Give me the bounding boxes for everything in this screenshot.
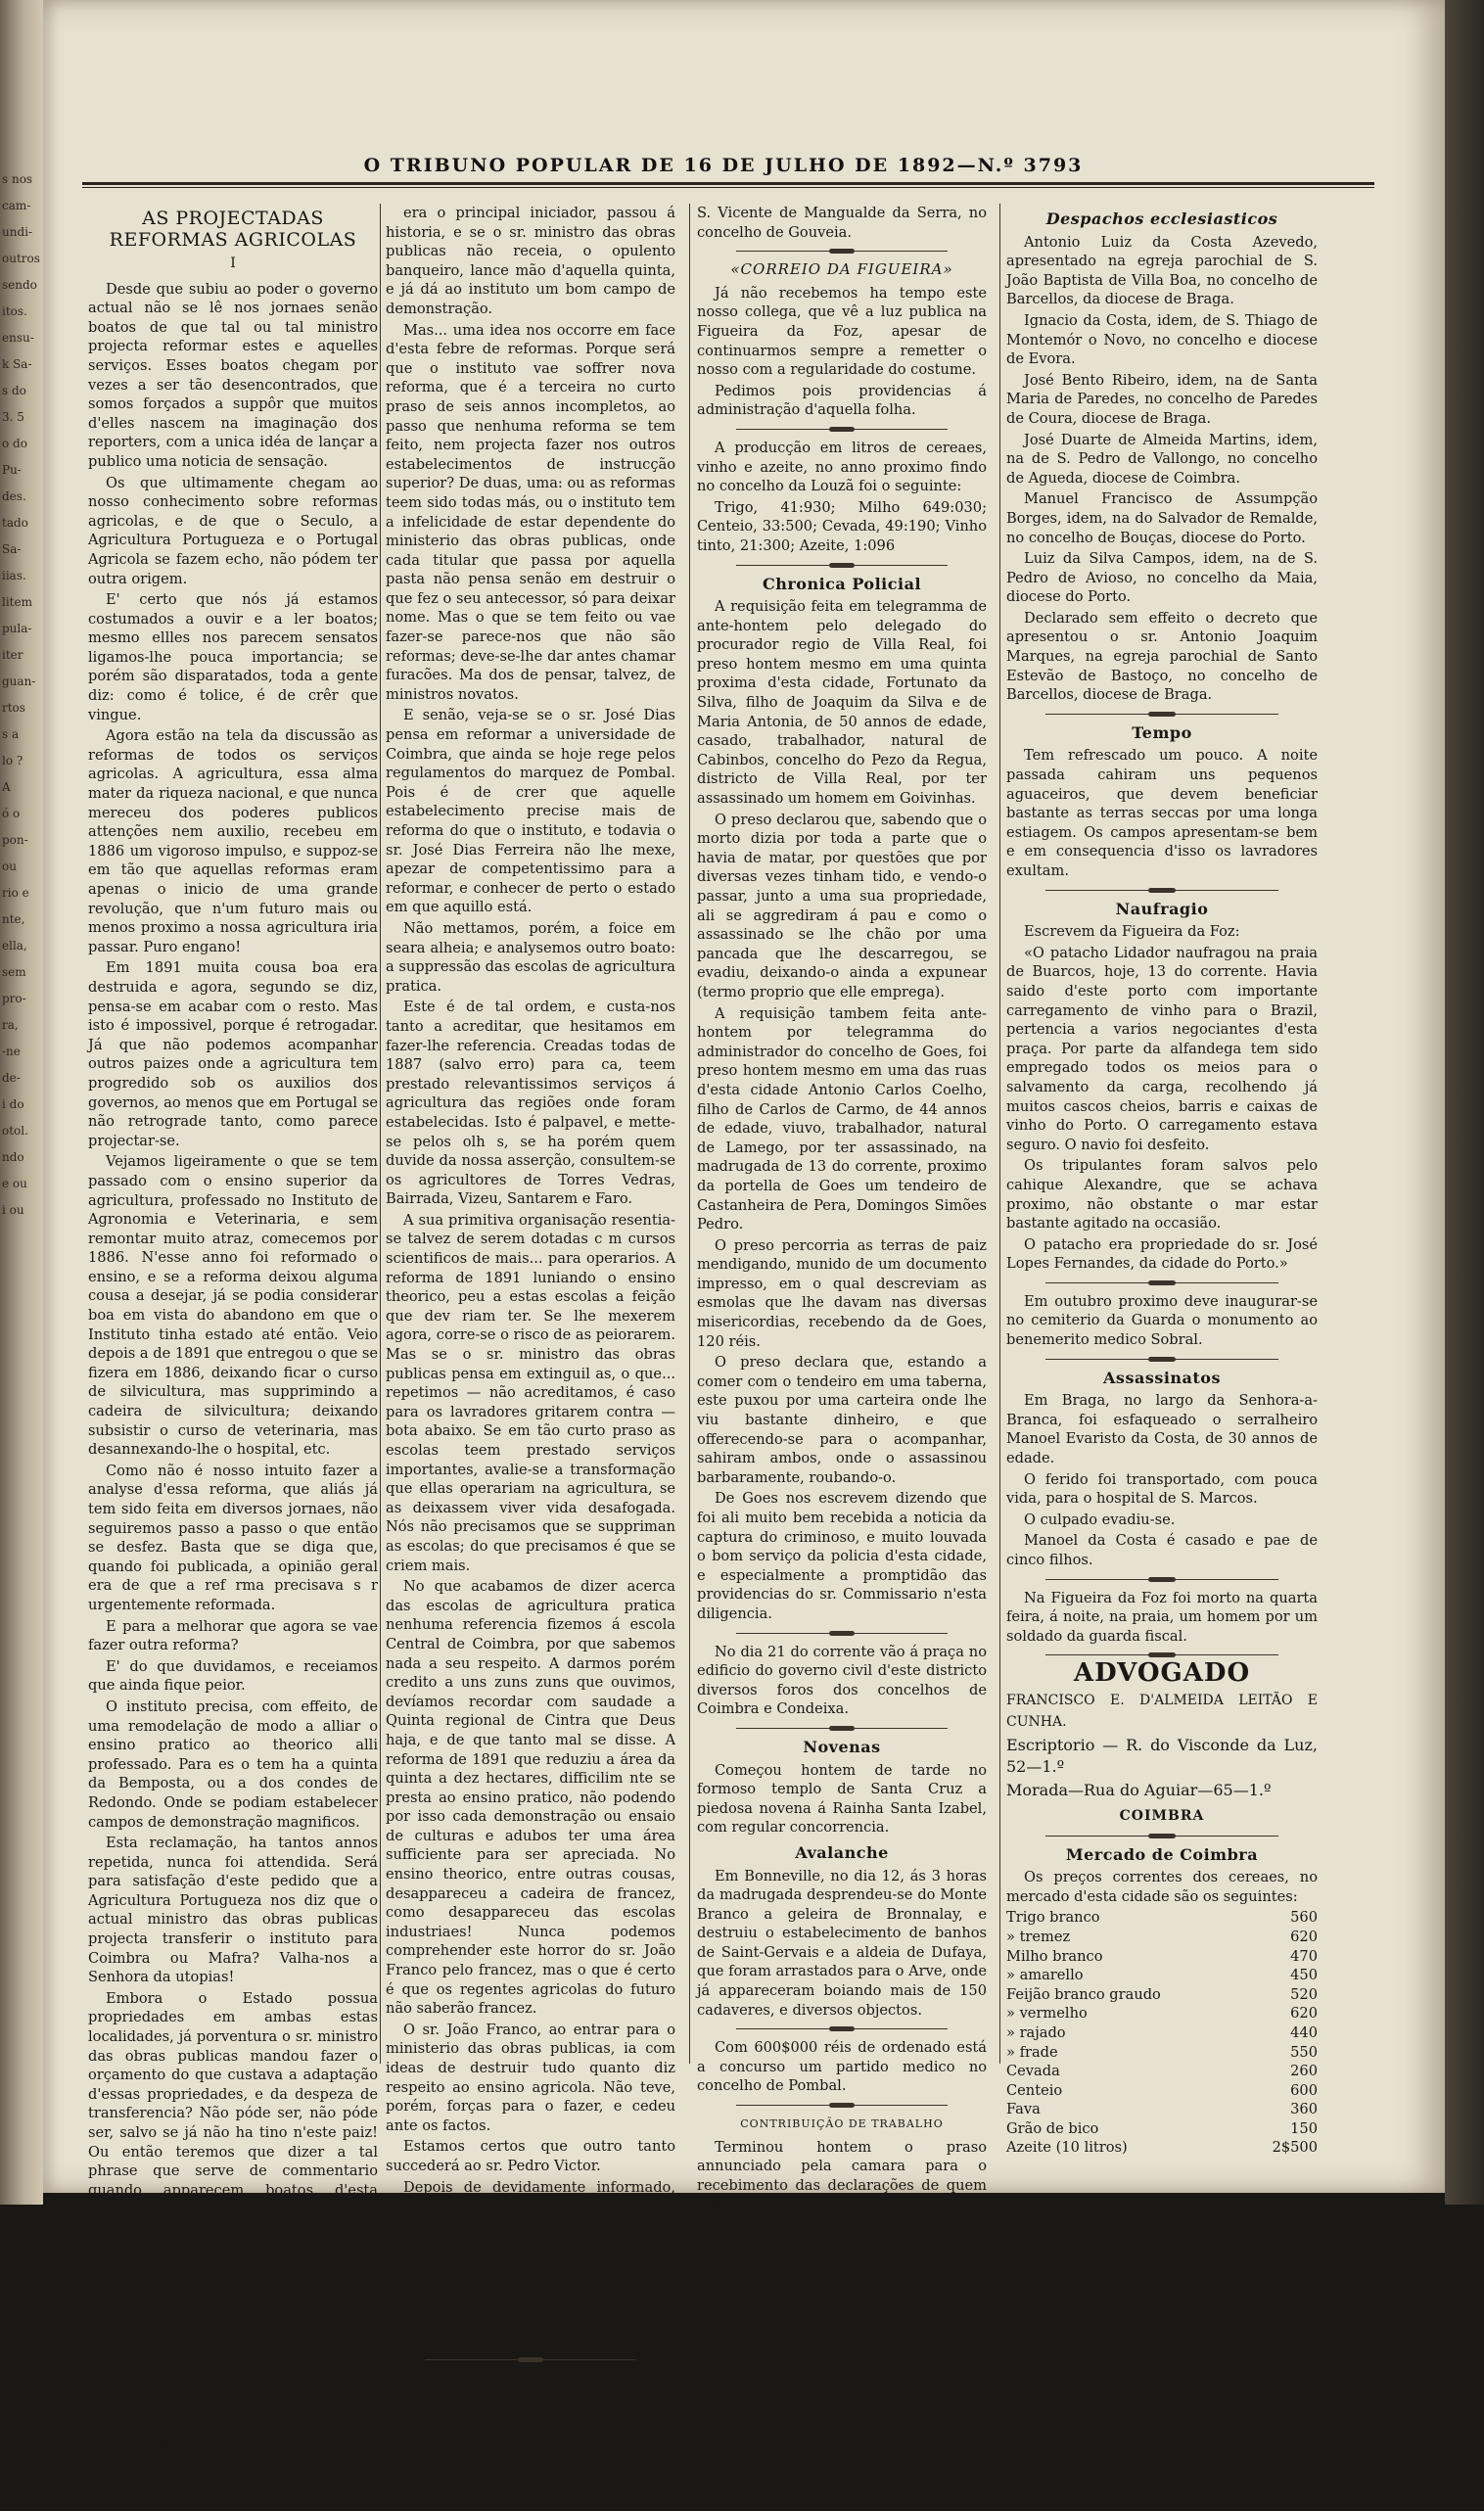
separator: [736, 429, 948, 430]
price-item: » vermelho: [1006, 2005, 1088, 2023]
paragraph: A requisição tambem feita ante-hontem por telegramma do administrador do concelho de Goes, foi preso hontem mesmo em uma das ruas d'esta cidade Antonio Carlos Coelho, filho de Carlos de Carmo, de 44 annos de edade, viuvo, trabalhador, natural de Lamego, por ter assassinado, na madrugada de 13 do corrente, proximo da portella de Goes um tendeiro de Castanheira de Pera, Domingos Simões Pedro.: [697, 1004, 987, 1233]
paragraph: Em Bonneville, no dia 12, ás 3 horas da madrugada desprendeu-se do Monte Branco a geleira de Bronnalay, e destruiu o estabelecimento de banhos de Saint-Gervais e a aldeia de Dufaya, que foram arrastados para o Arve, onde já appareceram boiando mais de 150 cadaveres, e diversos objectos.: [697, 1867, 987, 2019]
paragraph: O preso declara que, estando a comer com o tendeiro em uma taberna, este puxou por uma carteira onde lhe viu bastante dinheiro, e que offerecendo-se para o acompanhar, sahiram ambos, onde o assassinou barbaramente, roubando-o.: [697, 1354, 987, 1486]
paragraph: Vejamos ligeiramente o que se tem passado com o ensino superior da agricultura, professado no Instituto de Agronomia e Veterinaria, e sem remontar muito atraz, comecemos por 1886. N'esse anno foi reformado o ensino, e se a reforma deixou alguma cousa a desejar, já se podia considerar boa em vista do abandono em que o Instituto tinha estado até então. Veio depois a de 1891 que entregou o que se fizera em 1886, deixando ficar o curso de silvicultura, mas supprimindo a cadeira de silvicultura; deixando subsistir o curso de veterinaria, mas desannexando-lhe o hospital, etc.: [88, 1153, 378, 1459]
column-rule: [380, 204, 381, 2064]
paragraph: Trigo, 41:930; Milho 649:030; Centeio, 33:500; Cevada, 49:190; Vinho tinto, 21:300; Azeite, 1:096: [697, 498, 987, 554]
price-item: Trigo branco: [1006, 1909, 1100, 1927]
edge-text-fragment: outros: [2, 252, 40, 265]
column-4: [1006, 204, 1318, 2157]
paragraph: Os que ultimamente chegam ao nosso conhecimento sobre reformas agricolas, e de que o Seculo, a Agricultura Portugueza e o Portugal Agricola se fazem echo, não pódem ter outra origem.: [88, 474, 378, 587]
edge-text-fragment: tado: [2, 516, 28, 530]
column-3: [697, 204, 987, 2271]
edge-text-fragment: iter: [2, 648, 23, 662]
separator: [736, 2028, 948, 2029]
paragraph: O instituto precisa, com effeito, de uma remodelação de modo a alliar o ensino pratico ao theorico alli professado. Para es o tem ha a quinta da Bemposta, ou a dos condes de Redondo. Onde se podiam estabelecer campos de demonstração magnificos.: [88, 1697, 378, 1831]
section-heading: Avalanche: [795, 1842, 889, 1862]
edge-text-fragment: rtos: [2, 701, 25, 715]
edge-text-fragment: otol.: [2, 1124, 28, 1138]
paragraph: Depois de devidamente informado, ha-de reflectir, e não acabará com as escolas agricolas, porque isso é voltar cincoenta annos para traz. Se quer deixar o seu nome ligado a uma reforma, reforme, mas deve ter em vista aperfeiçoar o existente, e nunca destruir o que tão relevantes serviços está prestando á agricultura nacional.: [386, 2178, 675, 2349]
masthead-rule: [82, 182, 1374, 185]
advogado-heading: ADVOGADO: [1073, 1658, 1251, 1689]
edge-text-fragment: ella,: [2, 939, 27, 953]
edge-text-fragment: ou: [2, 860, 17, 873]
separator: [1045, 1359, 1278, 1360]
edge-text-fragment: A: [2, 780, 11, 794]
paragraph: Este é de tal ordem, e custa-nos tanto a acreditar, que hesitamos em fazer-lhe referencia. Creadas todas de 1887 (salvo erro) para ca, teem prestado relevantissimos serviços á agricultura das regiões onde foram estabelecidas. Isto é palpavel, e mette-se pelos olh s, se ha porém quem duvide da nossa asserção, consultem-se os agricultores de Torres Vedras, Bairrada, Vizeu, Santarem e Faro.: [386, 999, 675, 1208]
advogado-ad: [1006, 1690, 1318, 1801]
paragraph: Tem refrescado um pouco. A noite passada cahiram uns pequenos aguaceiros, que devem beneficiar bastante as terras seccas por uma longa estiagem. Os campos apresentam-se bem e em consequencia d'isso os lavradores exultam.: [1006, 747, 1318, 879]
column-rule: [999, 204, 1000, 2064]
price-item: » rajado: [1006, 2023, 1066, 2041]
price-row: [1006, 2062, 1318, 2081]
price-row: [1006, 1966, 1318, 1985]
paragraph: Na Figueira da Foz foi morto na quarta feira, á noite, na praia, um homem por um soldado da guarda fiscal.: [1006, 1589, 1318, 1645]
edge-text-fragment: ra,: [2, 1018, 19, 1032]
paragraph: O culpado evadiu-se.: [1024, 1511, 1176, 1528]
price-item: » amarello: [1006, 1967, 1084, 1984]
price-value: 360: [1290, 2101, 1318, 2118]
advogado-name: FRANCISCO E. D'ALMEIDA LEITÃO E CUNHA.: [1006, 1692, 1318, 1730]
paragraph: Já não recebemos ha tempo este nosso collega, que vê a luz publica na Figueira da Foz, apesar de continuarmos sempre a remetter o nosso com a regularidade do costume.: [697, 284, 987, 379]
section-heading: Chronica Policial: [762, 574, 922, 593]
section-heading: Assassinatos: [1103, 1368, 1221, 1387]
edge-text-fragment: s a: [2, 727, 20, 741]
column-2: [386, 204, 675, 2504]
paragraph: A requisição feita em telegramma de ante-hontem pelo delegado do procurador regio de Villa Real, foi preso hontem mesmo em uma quinta proxima d'esta cidade, Fortunato da Silva, filho de Joaquim da Silva e de Maria Antonia, de 50 annos de edade, casado, trabalhador, natural de Cabinbos, concelho do Pezo da Regua, districto de Villa Real, por ter assassinado um homem em Goivinhas.: [697, 598, 987, 808]
separator: [1045, 1282, 1278, 1283]
price-value: 620: [1290, 2005, 1318, 2023]
paragraph: Manoel da Costa é casado e pae de cinco filhos.: [1006, 1532, 1318, 1568]
paragraph: Pois não é preciso nada d'isto, e so o sr. Burnay désse licença, tudo se conseguiria bem, lançando mão da quinta dos condes de Redondo. O sr. Burnay acha-se ligado a todos os assumptos do nosso paiz, e para nada escapar, até só ao ensino agricola.: [88, 2241, 378, 2374]
paragraph: E para a melhorar que agora se vae fazer outra reforma?: [88, 1617, 378, 1654]
price-row: [1006, 2138, 1318, 2158]
paragraph: Em Braga, no largo da Senhora-a-Branca, foi esfaqueado o serralheiro Manoel Evaristo da Costa, de 30 annos de edade.: [1006, 1392, 1318, 1467]
paragraph: O preso percorria as terras de paiz mendigando, munido de um documento impresso, em o qual descreviam as esmolas que lhe davam nas diversas misericordias, recebendo da de Goes, 120 réis.: [697, 1236, 987, 1350]
paragraph: E' certo que nós já estamos costumados a ouvir e a ler boatos; mesmo ellles nos parecem sensatos ligamos-lhe pouca importancia; se porém são disparatados, toda a gente diz: como é tolice, é de crêr que vingue.: [88, 591, 378, 723]
paragraph: Como não é nosso intuito fazer a analyse d'essa reforma, que aliás já tem sido feita em diversos jornaes, não seguiremos passo a passo o que então se desfez. Basta que se diga que, quando foi publicada, a opinião geral era de que a ref rma precisava s r urgentemente reformada.: [88, 1462, 378, 1613]
price-row: [1006, 2043, 1318, 2063]
price-value: 600: [1290, 2081, 1318, 2099]
edge-text-fragment: o do: [2, 437, 27, 450]
paragraph: José Duarte de Almeida Martins, idem, na de S. Pedro de Vallongo, no concelho de Agueda, diocese de Coimbra.: [1006, 431, 1318, 487]
paragraph: A producção em litros de cereaes, vinho e azeite, no anno proximo findo no concelho da Louzã foi o seguinte:: [697, 439, 987, 495]
paragraph: Antonio Luiz da Costa Azevedo, apresentado na egreja parochial de S. João Baptista de Villa Boa, no concelho de Barcellos, da diocese de Braga.: [1006, 233, 1318, 308]
separator: [1045, 1579, 1278, 1580]
price-item: Centeio: [1006, 2081, 1063, 2099]
separator: [1045, 1654, 1278, 1655]
price-item: Milho branco: [1006, 1947, 1103, 1965]
paragraph: Manuel Francisco de Assumpção Borges, idem, na do Salvador de Remalde, no concelho de Bouças, diocese do Porto.: [1006, 490, 1318, 546]
paragraph: Os preços correntes dos cereaes, no mercado d'esta cidade são os seguintes:: [1006, 1869, 1318, 1905]
paragraph: Esta reclamação, ha tantos annos repetida, nunca foi attendida. Será para satisfação d'este pedido que a Agricultura Portugueza nos diz que o actual ministro das obras publicas projecta transferir o instituto para Coimbra ou Mafra? Valha-nos a Senhora da utopias!: [88, 1835, 378, 1986]
separator: [736, 565, 948, 566]
price-row: [1006, 2119, 1318, 2139]
edge-text-fragment: i do: [2, 1097, 24, 1111]
edge-text-fragment: -ne: [2, 1045, 21, 1058]
masthead: O TRIBUNO POPULAR DE 16 DE JULHO DE 1892—N.º 3793: [363, 155, 1084, 176]
paragraph: A camara municipal de Lisboa mandou affixar editaes, annunciando que a rua Occidental da Moeda passou a denominar-se rua da Moeda.: [386, 2369, 675, 2444]
price-value: 520: [1290, 1985, 1318, 2003]
edge-text-fragment: pon-: [2, 833, 28, 847]
edge-text-fragment: de-: [2, 1071, 21, 1085]
paragraph: Agora estão na tela da discussão as reformas de todos os serviços agricolas. A agricultura, essa alma mater da riqueza nacional, e que nunca mereceu dos poderes publicos attenções nem auxilio, recebeu em 1886 um vigoroso impulso, e suppoz-se em tão que aquellas reformas eram apenas o inicio de uma grande revolução, que n'um futuro mais ou menos proximo a nossa agricultura iria passar. Puro engano!: [88, 727, 378, 955]
edge-text-fragment: e ou: [2, 1177, 27, 1190]
edge-text-fragment: k Sa-: [2, 357, 32, 371]
price-row: [1006, 1985, 1318, 2005]
price-item: Grão de bico: [1006, 2119, 1099, 2137]
edge-text-fragment: Pu-: [2, 463, 22, 477]
paragraph: O patacho era propriedade do sr. José Lopes Fernandes, da cidade do Porto.»: [1006, 1235, 1318, 1273]
separator: [1045, 1836, 1278, 1837]
price-value: 620: [1290, 1928, 1318, 1945]
paragraph: De Goes nos escrevem dizendo que foi ali muito bem recebida a noticia da captura do criminoso, e muito louvada o bom serviço da policia d'esta cidade, e especialmente a promptidão das providencias do sr. Commissario n'esta diligencia.: [697, 1490, 987, 1622]
price-row: [1006, 1908, 1318, 1928]
section-number: I: [230, 256, 236, 271]
price-value: 560: [1290, 1909, 1318, 1927]
separator: [736, 2105, 948, 2106]
masthead-rule-thin: [82, 187, 1374, 188]
edge-text-fragment: des.: [2, 489, 26, 503]
edge-text-fragment: pro-: [2, 992, 26, 1005]
paragraph: Pedimos pois providencias á administração d'aquella folha.: [697, 382, 987, 419]
paragraph: era o principal iniciador, passou á historia, e se o sr. ministro das obras publicas não receia, o opulento banqueiro, lance mão d'aquella quinta, e já dá ao instituto um bom campo de demonstração.: [386, 205, 675, 317]
price-value: 450: [1290, 1967, 1318, 1984]
edge-text-fragment: ensu-: [2, 331, 34, 345]
edge-text-fragment: undi-: [2, 225, 33, 239]
paragraph: E' do que duvidamos, e receiamos que ainda fique peior.: [88, 1657, 378, 1695]
paragraph: Com 600$000 réis de ordenado está a concurso um partido medico no concelho de Pombal.: [697, 2039, 987, 2095]
edge-text-fragment: iias.: [2, 569, 26, 582]
section-heading: Naufragio: [1115, 899, 1209, 918]
paragraph: Não mettamos, porém, a foice em seara alheia; e analysemos outro boato: a suppressão das escolas de agricultura pratica.: [386, 919, 675, 995]
edge-text-fragment: ndo: [2, 1150, 24, 1164]
price-row: [1006, 2023, 1318, 2043]
paragraph: Luiz da Silva Campos, idem, na de S. Pedro de Avioso, no concelho da Maia, diocese do Porto.: [1006, 550, 1318, 606]
price-value: 550: [1290, 2043, 1318, 2061]
advogado-office: Escriptorio — R. do Visconde da Luz, 52—1.º: [1006, 1735, 1318, 1776]
price-item: Cevada: [1006, 2063, 1060, 2080]
price-value: 440: [1290, 2023, 1318, 2041]
edge-text-fragment: litem: [2, 595, 32, 609]
section-heading: Despachos ecclesiasticos: [1045, 209, 1278, 228]
newspaper-page: [43, 0, 1445, 2510]
column-1: [88, 204, 378, 2510]
separator: [425, 2359, 636, 2360]
paragraph: No dia 21 do corrente vão á praça no edificio do governo civil d'este districto diversos foros dos concelhos de Coimbra e Condeixa.: [697, 1643, 987, 1718]
paragraph: O ferido foi transportado, com pouca vida, para o hospital de S. Marcos.: [1006, 1470, 1318, 1508]
paragraph: S. Vicente de Mangualde da Serra, no concelho de Gouveia.: [697, 205, 987, 241]
edge-text-fragment: 3. 5: [2, 410, 24, 424]
edge-text-fragment: cam-: [2, 199, 31, 212]
price-value: 470: [1290, 1947, 1318, 1965]
paragraph: Mas... uma idea nos occorre em face d'esta febre de reformas. Porque será que o instituto vae soffrer nova reforma, que é a terceira no curto praso de seis annos incompletos, ao passo que nenhuma reforma se tem feito, nem projecta fazer nos outros estabelecimentos de instrucção superior? De duas, uma: ou as reformas teem sido todas más, ou o instituto tem a infelicidade de estar dependente do ministerio das obras publicas, onde cada titular que passa por aquella pasta não pensa senão em destruir o que fez o seu antecessor, só para deixar nome. Mas o que se tem feito ou vae fazer-se parece-nos que não são reformas; deve-se-lhe dar antes chamar furacões. Ma dos de pensar, talvez, de ministros novatos.: [386, 321, 675, 703]
separator: [736, 1633, 948, 1634]
paragraph: O sr. João Franco, ao entrar para o ministerio das obras publicas, ia com ideas de destruir tudo quanto diz respeito ao ensino agricola. Não teve, porém, forças para o fazer, e cedeu ante os factos.: [386, 2021, 675, 2134]
paragraph: «O patacho Lidador naufragou na praia de Buarcos, hoje, 13 do corrente. Havia saido d'este porto com importante carregamento de vinho para o Brazil, pertencia a varios negociantes d'esta praça. Por parte da alfandega tem sido empregado todos os meios para o salvamento da carga, recolhendo já muitos cascos cheios, barris e caixas de vinho do Porto. O carregamento estava seguro. O navio foi desfeito.: [1006, 944, 1318, 1153]
edge-text-fragment: ó o: [2, 807, 21, 820]
edge-text-fragment: i ou: [2, 1203, 24, 1217]
section-heading: Tempo: [1132, 722, 1192, 742]
price-row: [1006, 1928, 1318, 1947]
price-item: » frade: [1006, 2043, 1058, 2061]
price-item: » tremez: [1006, 1928, 1071, 1945]
price-item: Feijão branco graudo: [1006, 1985, 1161, 2003]
edge-text-fragment: rio e: [2, 886, 29, 900]
paragraph: Em 1891 muita cousa boa era destruida e agora, segundo se diz, pensa-se em acabar com o resto. Mas isto é impossivel, porque é retrogadar. Já que não podemos acompanhar outros paizes onde a agricultura tem progredido sob os auxilios dos governos, ao menos que em Portugal se não retrograde tanto, como parece projectar-se.: [88, 959, 378, 1149]
price-value: 2$500: [1272, 2139, 1318, 2157]
edge-text-fragment: lo ?: [2, 754, 23, 767]
paragraph: Começou hontem de tarde no formoso templo de Santa Cruz a piedosa novena á Rainha Santa Izabel, com regular concorrencia.: [697, 1761, 987, 1837]
separator: [736, 1728, 948, 1729]
paragraph: Em outubro proximo deve inaugurar-se no cemiterio da Guarda o monumento ao benemerito medico Sobral.: [1006, 1292, 1318, 1349]
price-item: Azeite (10 litros): [1006, 2139, 1128, 2157]
edge-text-fragment: Sa-: [2, 542, 22, 556]
coimbra-heading: COIMBRA: [1119, 1807, 1205, 1824]
paragraph: Desde que subiu ao poder o governo actual não se lê nos jornaes senão boatos de que tal ou tal ministro projecta reformar estes e aquelles serviços. Esses boatos chegam por vezes a ser tão desencontrados, que somos forçados a suppôr que muitos d'elles nascem na imaginação dos reporters, com a unica idéa de lançar a publico uma noticia de sensação.: [88, 280, 378, 470]
paragraph: Escrevem da Figueira da Foz:: [1024, 923, 1240, 941]
separator: [1045, 714, 1278, 715]
paragraph: Deve estar na mente de todos a esplendorosa inauguração do bairro Camões, e da avenida da India, com brilhante fogo de artificio e marcha aux flambeaux; já lá vão 12 annos e 2 mezes e nunca mais se fallou em tal: o bairro, de que o sr. Burnay: [88, 2377, 378, 2510]
price-item: Fava: [1006, 2101, 1041, 2118]
edge-text-fragment: nte,: [2, 912, 25, 926]
separator: [1045, 890, 1278, 891]
price-row: [1006, 1947, 1318, 1967]
edge-text-fragment: sendo: [2, 278, 37, 292]
paragraph: E senão, veja-se se o sr. José Dias pensa em reformar a universidade de Coimbra, que ainda se hoje rege pelos regulamentos do marquez de Pombal. Pois é de crer que aquelle estabelecimento precise mais de reforma do que o instituto, e todavia o sr. José Dias Ferreira não lhe mexe, apezar de competentissimo para a reformar, e conhecer de perto o estado em que aquillo está.: [386, 707, 675, 916]
column-rule: [689, 204, 690, 2064]
price-row: [1006, 2100, 1318, 2119]
left-page-edge: [0, 0, 43, 2205]
paragraph: Estamos certos que outro tanto succederá ao sr. Pedro Victor.: [386, 2138, 675, 2174]
edge-text-fragment: guan-: [2, 674, 36, 688]
paragraph: José Bento Ribeiro, idem, na de Santa Maria de Paredes, no concelho de Paredes de Coura, diocese de Braga.: [1006, 371, 1318, 427]
price-value: 260: [1290, 2063, 1318, 2080]
edge-text-fragment: s nos: [2, 172, 33, 186]
section-heading: CONTRIBUIÇÃO DE TRABALHO: [740, 2117, 944, 2131]
paragraph: O preso declarou que, sabendo que o morto dizia por toda a parte que o havia de matar, por questões que por diversas vezes tinham tido, e vendo-o passar, junto a uma sua propriedade, ali se aggrediram á pau e como o assassinado se lhe chão por uma pancada que lhe descarregou, se evadiu, deixando-o ainda a expunear (termo proprio que elle emprega).: [697, 811, 987, 1000]
paragraph: No que acabamos de dizer acerca das escolas de agricultura pratica nenhuma referencia fizemos á escola Central de Coimbra, por que sabemos nada a seu respeito. A darmos porém credito a uns zuns zuns que ouvimos, devíamos recordar com saudade a Quinta regional de Cintra que Deus haja, e de que tanto mal se disse. A reforma de 1891 que reduziu a área da quinta a dez hectares, difficilim nte se presta ao ensino pratico, não podendo por isso cada demonstração ou ensaio de culturas e adubos ter uma área sufficiente para ser apreciada. No ensino theorico, entre outras cousas, desappareceu a cadeira de francez, como desappareceu das escolas industriaes! Nunca podemos comprehender este horror do sr. João Franco pelo francez, mas o que é certo é que os regentes agricolas do futuro não saberão francez.: [386, 1578, 675, 2018]
article-title: AS PROJECTADAS REFORMAS AGRICOLAS: [109, 208, 357, 251]
separator: [736, 251, 948, 252]
advogado-home: Morada—Rua do Aguiar—65—1.º: [1006, 1780, 1272, 1799]
paragraph: Ignacio da Costa, idem, de S. Thiago de Montemór o Novo, no concelho e diocese de Evora.: [1006, 311, 1318, 368]
price-value: 150: [1290, 2119, 1318, 2137]
section-heading: Novenas: [803, 1737, 881, 1756]
edge-text-fragment: s do: [2, 384, 26, 397]
edge-text-fragment: sem: [2, 965, 26, 979]
price-row: [1006, 2004, 1318, 2023]
paragraph: Terminou hontem o praso annunciado pela camara para o recebimento das declarações de quem quizesse prestar em serviço ou remir a dinheiro, a contribuição de trabalho no corrente anno, na forma da lei de 6 de junho de 1864.: [697, 2138, 987, 2271]
edge-text-fragment: pula-: [2, 622, 32, 635]
paragraph: Os tripulantes foram salvos pelo cahique Alexandre, que se achava proximo, não obstante o mar estar bastante agitado na occasião.: [1006, 1157, 1318, 1232]
paragraph: Declarado sem effeito o decreto que apresentou o sr. Antonio Joaquim Marques, na egreja parochial de Santo Estevão de Bastoço, no concelho de Barcellos, diocese de Braga.: [1006, 609, 1318, 704]
right-page-edge: [1445, 0, 1484, 2205]
section-heading: «CORREIO DA FIGUEIRA»: [730, 260, 953, 279]
paragraph: A sua primitiva organisação resentia-se talvez de serem dotadas c m cursos scientificos de mais... para operarios. A reforma de 1891 luniando o ensino theorico, peu a estas escolas a feição que dev riam ter. Se lhe mexerem agora, corre-se o risco de as peiorarem. Mas se o sr. ministro das obras publicas pensa em extinguil as, o que... repetimos — não acreditamos, é caso para os lavradores gritarem contra — bota abaixo. Se em tão curto praso as escolas teem prestado serviços importantes, avalie-se a transformação que ellas operariam na agricultura, se as deixassem viver vida desafogada. Nós não precisamos que se suppriman as escolas; do que precisamos é que se criem mais.: [386, 1211, 675, 1574]
paragraph: Embora o Estado possua propriedades em ambas estas localidades, já porventura o sr. ministro das obras publicas mandou fazer o orçamento do que custava a adaptação d'essas propriedades, e da despeza de transferencia? Não póde ser, não póde ser, salvo se já não ha tino n'este paiz! Ou então teremos que dizer a tal phrase que serve de commentario quando apparecem boatos d'esta natureza: como é mau, é de crer que vingue!: [88, 1989, 378, 2237]
price-row: [1006, 2081, 1318, 2101]
section-heading: Mercado de Coimbra: [1065, 1844, 1259, 1864]
paragraph: Está aberto concurso por provas publicas, para provimento da egreja parochial de: [386, 2448, 675, 2504]
edge-text-fragment: itos.: [2, 304, 27, 318]
